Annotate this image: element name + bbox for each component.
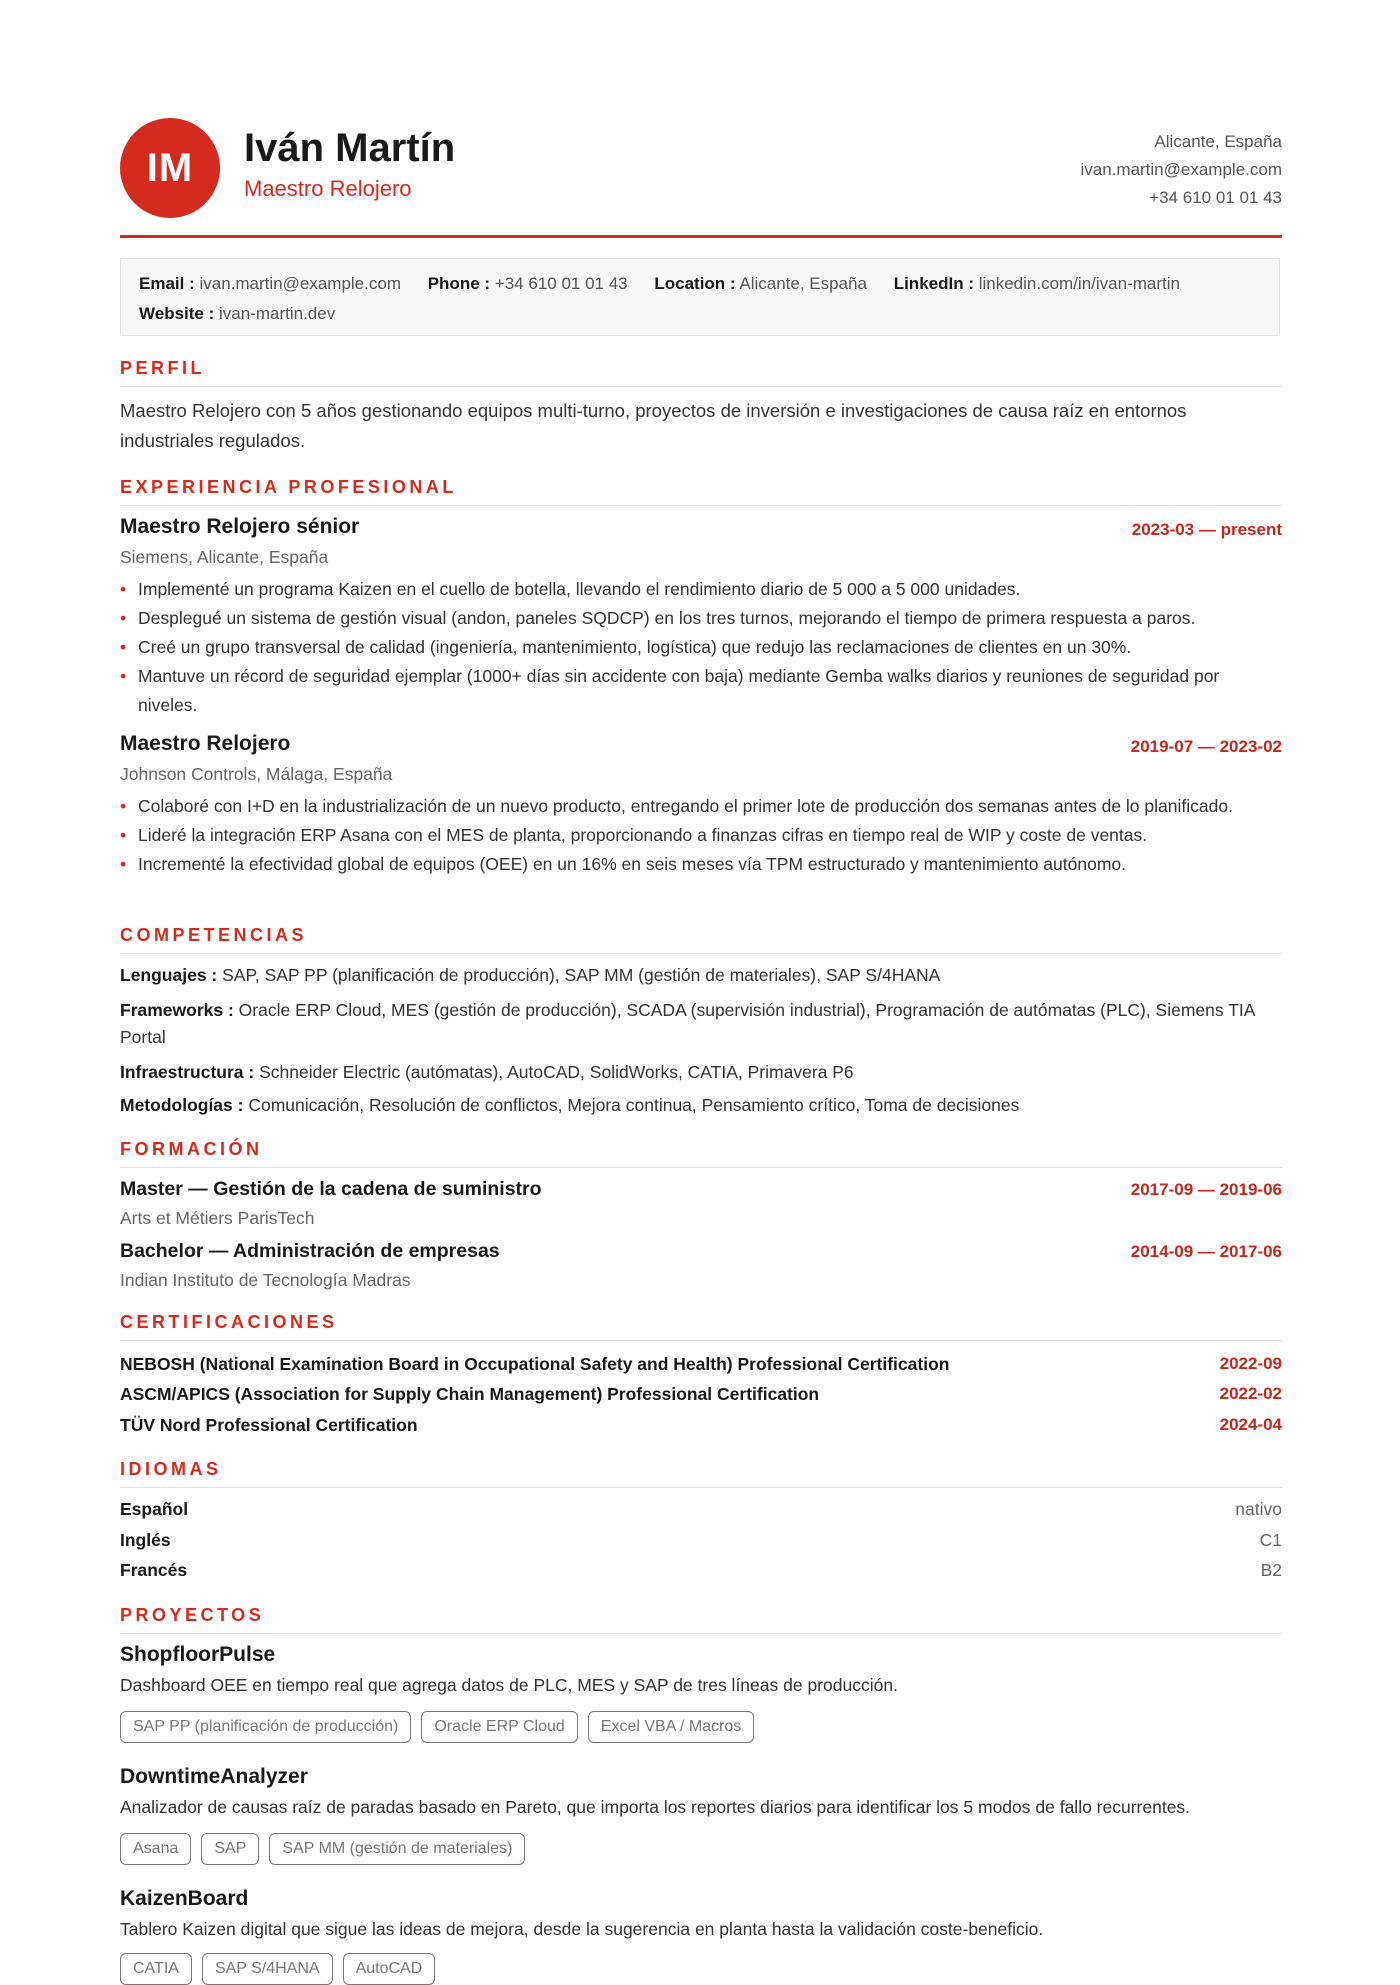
certification-row	[120, 1384, 1282, 1405]
job-bullets	[120, 575, 1282, 720]
section-title-profile: PERFIL	[120, 358, 1282, 387]
certification-row	[120, 1415, 1282, 1436]
header-email[interactable]: ivan.martin@example.com	[1080, 160, 1282, 179]
skill-label: Frameworks :	[120, 1000, 234, 1020]
section-title-experience: EXPERIENCIA PROFESIONAL	[120, 477, 1282, 506]
project-name: KaizenBoard	[120, 1887, 249, 1910]
language-level: B2	[1260, 1560, 1282, 1580]
job-dates: 2019-07 — 2023-02	[1130, 737, 1282, 756]
skill-row	[120, 1059, 1282, 1086]
section-title-certifications: CERTIFICACIONES	[120, 1312, 1282, 1341]
tag: Oracle ERP Cloud	[421, 1711, 577, 1743]
education-school: Arts et Métiers ParisTech	[120, 1208, 315, 1228]
skill-label: Lenguajes :	[120, 965, 218, 985]
list-item: • Lideré la integración ERP Asana con el MES de planta, proporcionando a finanzas cifras en tiempo real de WIP y coste de ventas.	[120, 821, 1282, 850]
project-description: Analizador de causas raíz de paradas basado en Pareto, que importa los reportes diarios para identificar los 5 modos de fallo recurrentes.	[120, 1797, 1191, 1817]
education-dates: 2017-09 — 2019-06	[1130, 1180, 1282, 1199]
skill-label: Metodologías :	[120, 1095, 244, 1115]
candidate-name: Iván Martín	[244, 126, 456, 170]
job-bullets	[120, 792, 1282, 879]
header-contact	[1081, 128, 1283, 212]
project-tags	[120, 1711, 1282, 1743]
certification-date: 2022-02	[1219, 1384, 1282, 1403]
education-degree: Bachelor — Administración de empresas	[120, 1240, 500, 1262]
skill-value: Schneider Electric (autómatas), AutoCAD, SolidWorks, CATIA, Primavera P6	[259, 1062, 854, 1082]
profile-text: Maestro Relojero con 5 años gestionando equipos multi-turno, proyectos de inversión e investigaciones de causa raíz en entornos industriales regulados.	[120, 400, 1187, 451]
contact-email-value: ivan.martin@example.com	[199, 274, 401, 293]
tag: Asana	[120, 1833, 191, 1865]
tag: SAP S/4HANA	[202, 1953, 333, 1985]
project-name: DowntimeAnalyzer	[120, 1765, 308, 1788]
contact-linkedin-value: linkedin.com/in/ivan-martin	[978, 274, 1180, 293]
skill-row	[120, 997, 1282, 1051]
tag: SAP	[201, 1833, 259, 1865]
language-row	[120, 1560, 1282, 1581]
contact-linkedin[interactable]	[894, 269, 1180, 299]
contact-box	[120, 258, 1280, 336]
language-level: nativo	[1235, 1499, 1282, 1519]
language-row	[120, 1499, 1282, 1520]
candidate-role: Maestro Relojero	[244, 176, 412, 201]
education-school: Indian Instituto de Tecnología Madras	[120, 1270, 411, 1290]
job-company: Johnson Controls, Málaga, España	[120, 764, 393, 784]
project-tags	[120, 1953, 1282, 1985]
skill-row	[120, 962, 1282, 989]
header-phone[interactable]: +34 610 01 01 43	[1149, 188, 1282, 207]
skill-value: Oracle ERP Cloud, MES (gestión de producción), SCADA (supervisión industrial), Programación de autómatas (PLC), Siemens TIA Portal	[120, 1000, 1255, 1047]
contact-website-value: ivan-martin.dev	[219, 304, 336, 323]
header-divider	[120, 235, 1282, 238]
list-item: • Mantuve un récord de seguridad ejemplar (1000+ días sin accidente con baja) mediante Gemba walks diarios y reuniones de seguridad por niveles.	[120, 662, 1282, 720]
project-name: ShopfloorPulse	[120, 1643, 276, 1666]
section-title-languages: IDIOMAS	[120, 1459, 1282, 1488]
language-name: Francés	[120, 1560, 188, 1580]
list-item: • Implementé un programa Kaizen en el cuello de botella, llevando el rendimiento diario de 5 000 a 5 000 unidades.	[120, 575, 1282, 604]
tag: SAP PP (planificación de producción)	[120, 1711, 411, 1743]
job-title: Maestro Relojero sénior	[120, 515, 360, 538]
tag: SAP MM (gestión de materiales)	[269, 1833, 525, 1865]
education-entry	[120, 1178, 1282, 1201]
skill-label: Infraestructura :	[120, 1062, 255, 1082]
certification-date: 2024-04	[1219, 1415, 1282, 1434]
header-location: Alicante, España	[1154, 132, 1282, 151]
list-item: • Colaboré con I+D en la industrialización de un nuevo producto, entregando el primer lote de producción dos semanas antes de lo planificado.	[120, 792, 1282, 821]
job-title: Maestro Relojero	[120, 732, 291, 755]
job-dates: 2023-03 — present	[1131, 520, 1282, 539]
contact-website[interactable]	[139, 299, 335, 329]
education-entry	[120, 1240, 1282, 1263]
project-description: Dashboard OEE en tiempo real que agrega datos de PLC, MES y SAP de tres líneas de producción.	[120, 1675, 898, 1695]
education-dates: 2014-09 — 2017-06	[1130, 1242, 1282, 1261]
list-item: • Incrementé la efectividad global de equipos (OEE) en un 16% en seis meses vía TPM estructurado y mantenimiento autónomo.	[120, 850, 1282, 879]
avatar: IM	[120, 118, 220, 218]
project-tags	[120, 1833, 1282, 1865]
job-entry	[120, 515, 1282, 539]
project-description: Tablero Kaizen digital que sigue las ideas de mejora, desde la sugerencia en planta hasta la validación coste-beneficio.	[120, 1919, 1044, 1939]
contact-email[interactable]	[139, 269, 401, 299]
contact-phone-label: Phone :	[427, 274, 491, 293]
language-row	[120, 1530, 1282, 1551]
skill-value: Comunicación, Resolución de conflictos, Mejora continua, Pensamiento crítico, Toma de decisiones	[248, 1095, 1020, 1115]
certification-row	[120, 1354, 1282, 1375]
education-degree: Master — Gestión de la cadena de suministro	[120, 1178, 542, 1200]
tag: AutoCAD	[343, 1953, 436, 1985]
job-company: Siemens, Alicante, España	[120, 547, 329, 567]
certification-name: ASCM/APICS (Association for Supply Chain Management) Professional Certification	[120, 1384, 820, 1404]
contact-location-label: Location :	[654, 274, 736, 293]
job-entry	[120, 732, 1282, 756]
language-level: C1	[1259, 1530, 1282, 1550]
language-name: Español	[120, 1499, 189, 1519]
language-name: Inglés	[120, 1530, 171, 1550]
contact-website-label: Website :	[139, 304, 215, 323]
section-title-skills: COMPETENCIAS	[120, 925, 1282, 954]
resume-header	[120, 118, 1282, 238]
tag: Excel VBA / Macros	[588, 1711, 755, 1743]
contact-phone[interactable]	[428, 269, 628, 299]
certification-name: TÜV Nord Professional Certification	[120, 1415, 418, 1435]
list-item: • Creé un grupo transversal de calidad (ingeniería, mantenimiento, logística) que redujo las reclamaciones de clientes en un 30%.	[120, 633, 1282, 662]
contact-location-value: Alicante, España	[739, 274, 867, 293]
section-title-education: FORMACIÓN	[120, 1139, 1282, 1168]
certification-name: NEBOSH (National Examination Board in Occupational Safety and Health) Professional Certification	[120, 1354, 950, 1374]
skill-value: SAP, SAP PP (planificación de producción), SAP MM (gestión de materiales), SAP S/4HANA	[222, 965, 941, 985]
contact-phone-value: +34 610 01 01 43	[494, 274, 628, 293]
contact-email-label: Email :	[139, 274, 195, 293]
skill-row	[120, 1092, 1282, 1119]
certification-date: 2022-09	[1219, 1354, 1282, 1373]
contact-location	[654, 269, 867, 299]
list-item: • Desplegué un sistema de gestión visual (andon, paneles SQDCP) en los tres turnos, mejorando el tiempo de primera respuesta a paros.	[120, 604, 1282, 633]
contact-linkedin-label: LinkedIn :	[893, 274, 974, 293]
section-title-projects: PROYECTOS	[120, 1605, 1282, 1634]
tag: CATIA	[120, 1953, 192, 1985]
